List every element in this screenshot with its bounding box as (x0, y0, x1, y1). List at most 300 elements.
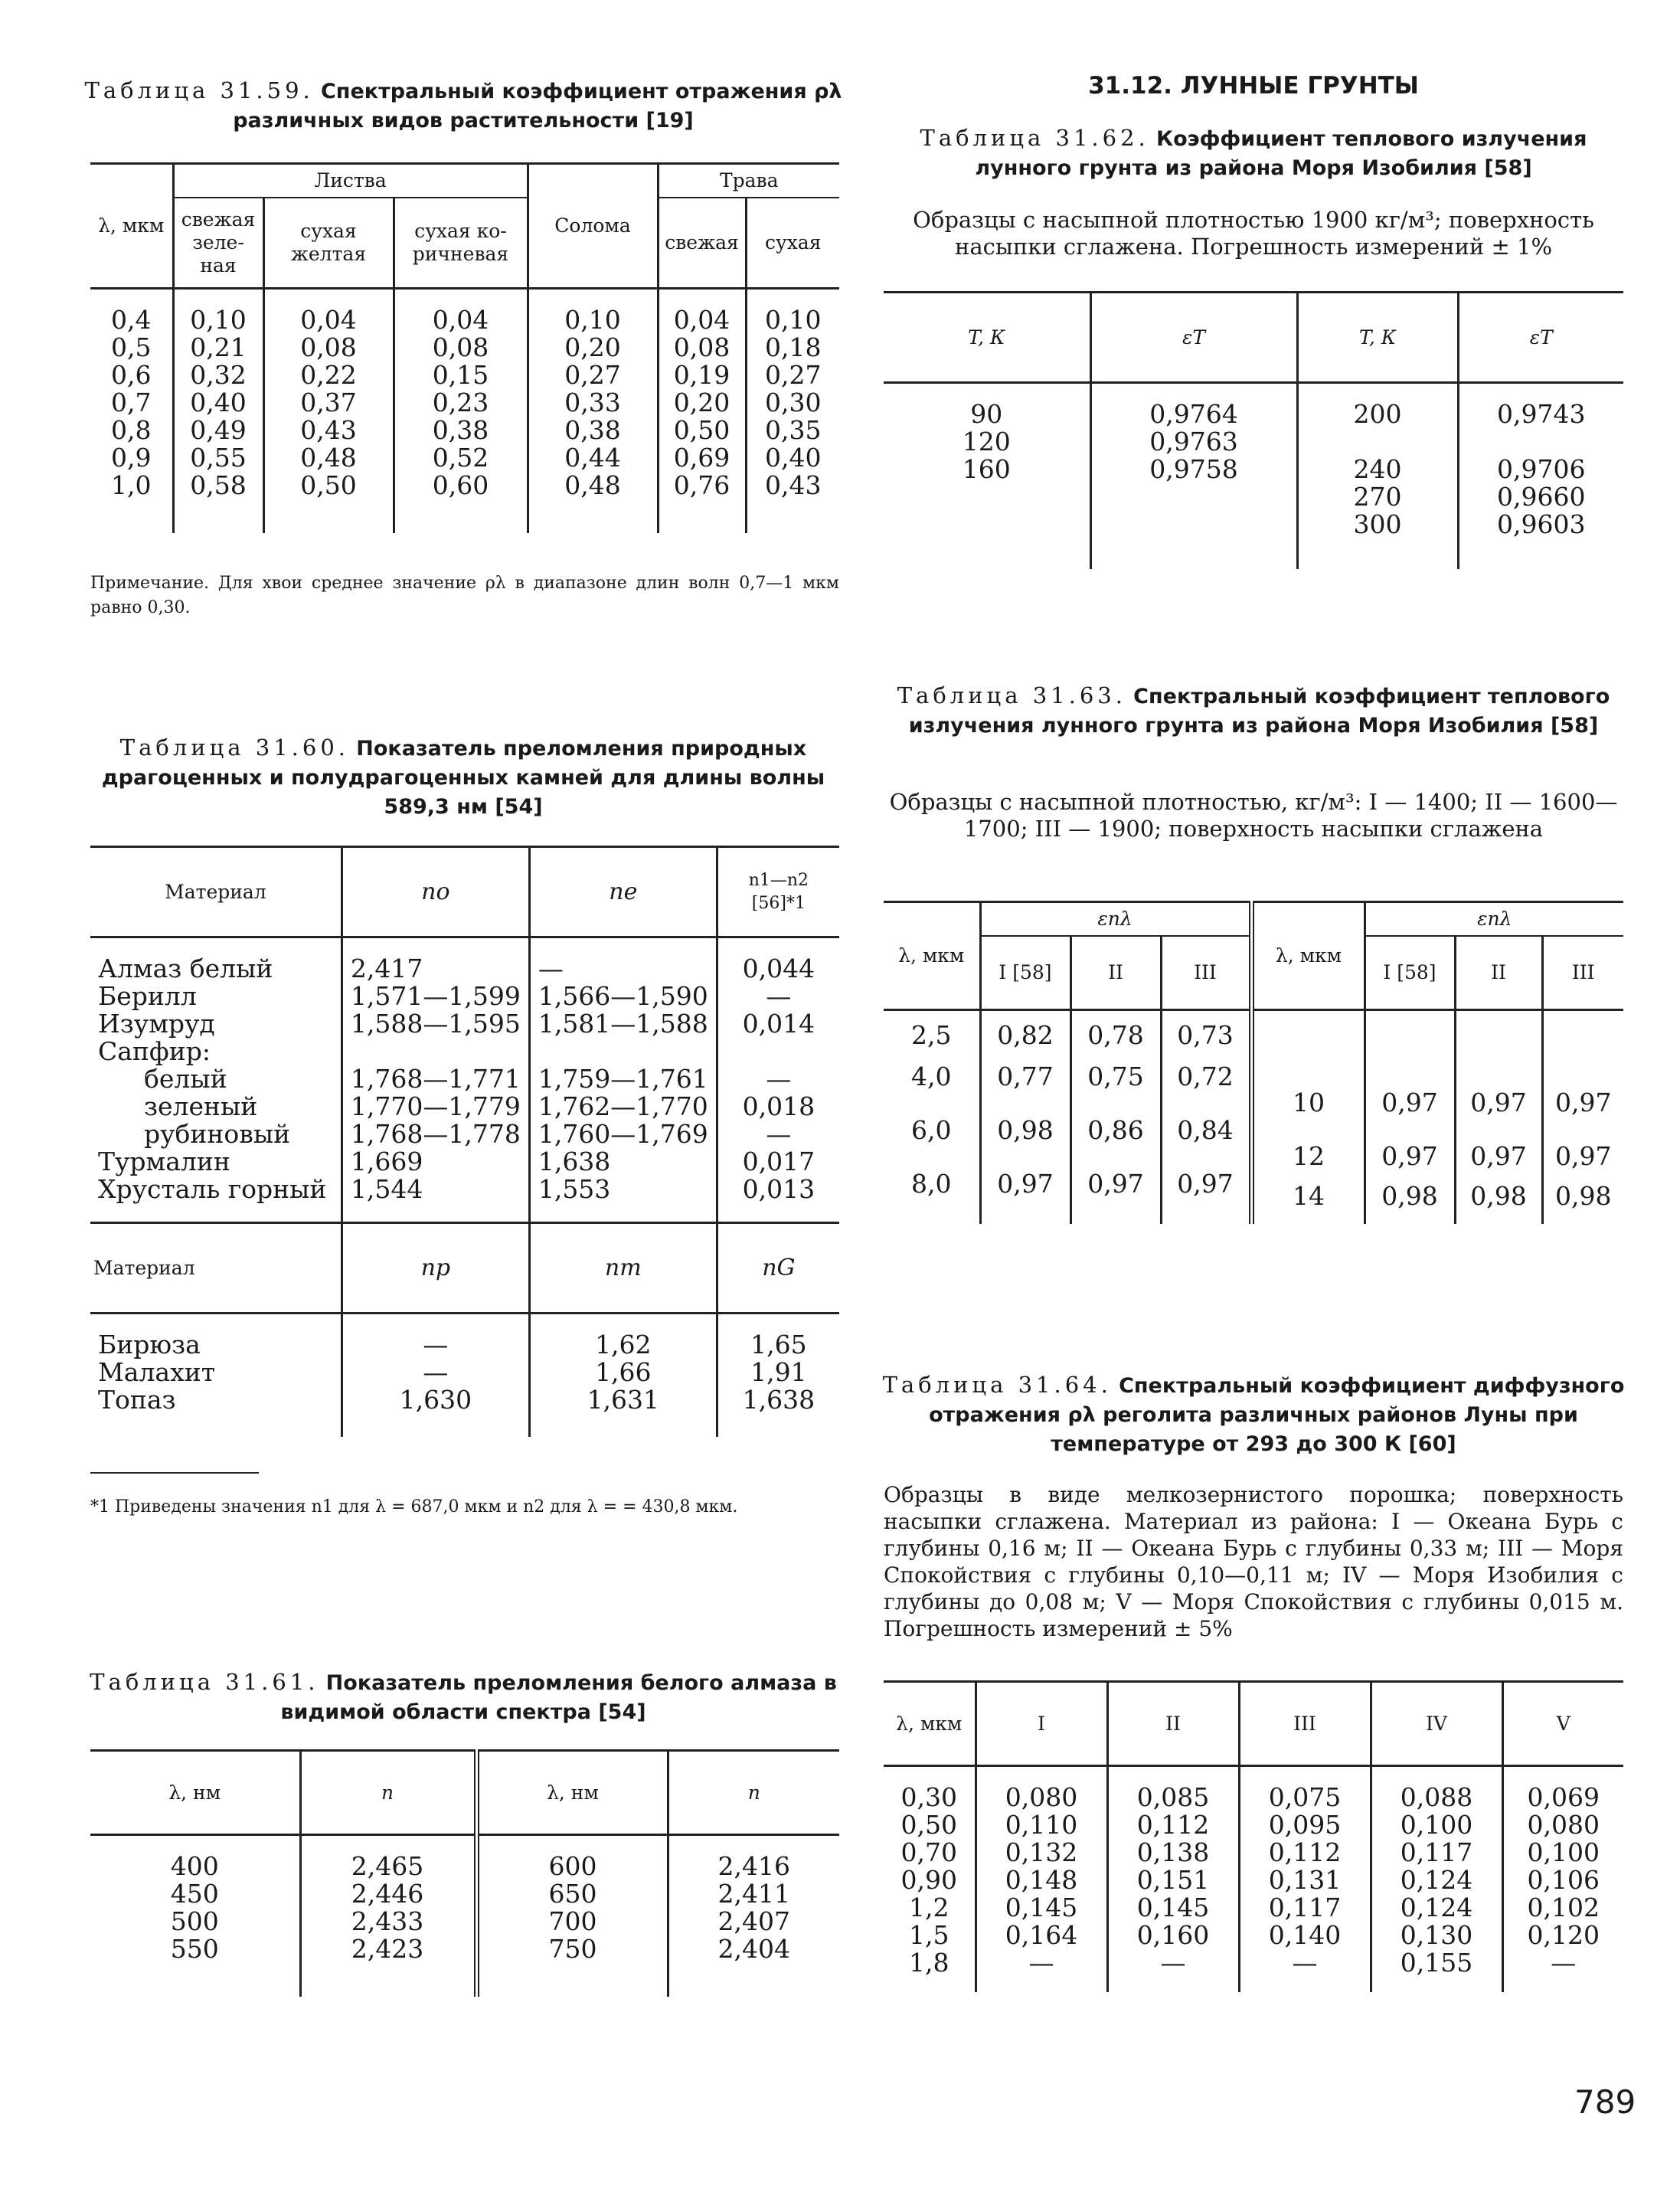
table-62-intro: Образцы с насыпной плотностью 1900 кг/м³; поверхность насыпки сглажена. Погрешность измерений ± 1% (913, 207, 1594, 260)
table-cell: 270 (1297, 483, 1458, 511)
table-cell: — (529, 937, 717, 983)
table-cell (1455, 1009, 1542, 1063)
table-row (90, 1935, 839, 1997)
table-62-caption (881, 124, 1626, 182)
table-61-title: Показатель преломления белого алмаза в видимой области спектра [54] (280, 1671, 837, 1724)
t59-head-lambda: λ, мкм (90, 164, 173, 289)
table-cell: 0,43 (263, 417, 394, 444)
table-cell: 2,417 (342, 937, 529, 983)
table-cell: 1,669 (342, 1148, 529, 1176)
table-cell: 650 (476, 1880, 668, 1908)
table-row (90, 1386, 839, 1437)
table-63 (884, 901, 1623, 1224)
table-cell: 0,20 (658, 389, 746, 417)
table-cell: 0,102 (1502, 1894, 1623, 1922)
table-cell: Хрусталь горный (98, 1174, 327, 1204)
table-cell: 0,77 (980, 1063, 1070, 1117)
table-cell: 0,35 (746, 417, 839, 444)
t59-head-straw: Солома (528, 164, 658, 289)
table-cell: 0,04 (394, 288, 528, 334)
table-cell: 240 (1297, 456, 1458, 483)
t63-head-c3: III (1161, 936, 1251, 1009)
table-60-caption (84, 734, 842, 821)
table-row (90, 288, 839, 334)
table-row (884, 1117, 1623, 1170)
table-cell: 0,018 (717, 1093, 839, 1121)
table-cell: 0,04 (263, 288, 394, 334)
table-row (884, 483, 1623, 511)
t64-head-iv: IV (1371, 1682, 1502, 1766)
table-cell: 0,98 (1542, 1170, 1623, 1224)
table-cell: 0,08 (263, 334, 394, 362)
table-cell: 0,080 (1502, 1811, 1623, 1839)
table-cell: 0,50 (658, 417, 746, 444)
table-cell: 0,132 (976, 1839, 1107, 1866)
table-cell: 1,759—1,761 (529, 1065, 717, 1093)
table-64-caption (881, 1371, 1626, 1458)
table-row (884, 1811, 1623, 1839)
table-cell: 0,117 (1239, 1894, 1371, 1922)
t60-head-np: np (342, 1223, 529, 1314)
table-cell: 0,49 (173, 417, 263, 444)
table-cell: 2,446 (300, 1880, 476, 1908)
table-cell: 2,465 (300, 1835, 476, 1881)
table-59-note: Примечание. Для хвои среднее значение ρλ в диапазоне длин волн 0,7—1 мкм равно 0,30. (90, 574, 839, 617)
table-cell: белый (144, 1064, 227, 1094)
table-cell (1458, 428, 1623, 456)
table-cell: 0,69 (658, 444, 746, 472)
table-cell: — (342, 1359, 529, 1386)
table-cell: 0,075 (1239, 1766, 1371, 1812)
table-cell: 0,18 (746, 334, 839, 362)
table-cell: 0,160 (1107, 1922, 1239, 1949)
table-cell: 0,97 (980, 1170, 1070, 1224)
table-row (884, 1949, 1623, 1992)
t59-head-grass-dry: сухая (746, 198, 839, 288)
table-cell: Малахит (98, 1357, 215, 1387)
table-cell: 300 (1297, 511, 1458, 569)
table-cell: 0,72 (1161, 1063, 1251, 1117)
t60-head-material-2: Материал (93, 1256, 195, 1279)
t59-head-grass: Трава (658, 164, 839, 198)
table-cell: 4,0 (911, 1062, 952, 1091)
table-row (90, 444, 839, 472)
table-cell: 0,100 (1371, 1811, 1502, 1839)
table-cell: 0,82 (980, 1009, 1070, 1063)
table-cell: 1,638 (717, 1386, 839, 1437)
t59-head-leaves: Листва (173, 164, 528, 198)
table-row (884, 456, 1623, 483)
table-row (90, 1835, 839, 1881)
table-cell: 0,10 (528, 288, 658, 334)
table-cell: 0,33 (528, 389, 658, 417)
table-cell: 0,23 (394, 389, 528, 417)
table-cell: 0,48 (263, 444, 394, 472)
table-cell: 0,38 (528, 417, 658, 444)
table-row (884, 1170, 1623, 1224)
t61-head-n-2: n (668, 1751, 839, 1835)
table-cell (1090, 511, 1297, 569)
table-row (884, 1839, 1623, 1866)
table-cell: 0,27 (746, 362, 839, 389)
table-cell: 0,44 (528, 444, 658, 472)
t62-head-t-1: T, К (968, 326, 1005, 348)
table-cell: 120 (962, 427, 1011, 456)
table-row (90, 937, 839, 983)
footnote-rule (90, 1472, 259, 1474)
table-cell: 0,10 (746, 288, 839, 334)
table-row (884, 383, 1623, 429)
table-cell: 0,140 (1239, 1922, 1371, 1949)
table-cell: рубиновый (144, 1119, 291, 1149)
table-cell: 0,97 (1070, 1170, 1161, 1224)
table-cell: 0,6 (111, 359, 152, 390)
table-cell: 0,017 (717, 1148, 839, 1176)
table-cell: 1,62 (529, 1314, 717, 1359)
table-62-label: Таблица 31.62. (920, 125, 1149, 151)
table-row (884, 1922, 1623, 1949)
table-cell: 600 (476, 1835, 668, 1881)
table-cell: 8,0 (911, 1169, 952, 1199)
table-cell: 0,164 (976, 1922, 1107, 1949)
table-63-title: Спектральный коэффициент теплового излучения лунного грунта из района Моря Изобилия [58] (908, 685, 1610, 738)
table-cell: 1,544 (342, 1176, 529, 1223)
table-cell: 0,20 (528, 334, 658, 362)
table-cell: Топаз (98, 1385, 176, 1415)
table-cell: 0,30 (900, 1782, 957, 1812)
table-cell: 0,78 (1070, 1009, 1161, 1063)
table-cell: 0,120 (1502, 1922, 1623, 1949)
table-cell: 0,9706 (1458, 456, 1623, 483)
table-cell: 0,15 (394, 362, 528, 389)
table-cell: 0,138 (1107, 1839, 1239, 1866)
table-cell: 0,10 (173, 288, 263, 334)
table-cell: 0,08 (658, 334, 746, 362)
t63-head-lambda-2: λ, мкм (1251, 902, 1365, 1010)
table-cell: 0,90 (900, 1865, 957, 1895)
table-row (90, 389, 839, 417)
t64-head-i: I (976, 1682, 1107, 1766)
t64-head-v: V (1502, 1682, 1623, 1766)
table-cell (1251, 1009, 1365, 1063)
t61-head-lambda-2: λ, нм (476, 1751, 668, 1835)
table-row (884, 1766, 1623, 1812)
table-cell: 14 (1251, 1170, 1365, 1224)
table-cell: 0,9 (111, 442, 152, 473)
table-cell: 1,2 (909, 1893, 949, 1922)
table-cell: — (342, 1314, 529, 1359)
table-cell: 0,22 (263, 362, 394, 389)
table-cell: 2,411 (668, 1880, 839, 1908)
table-cell: — (1239, 1949, 1371, 1992)
table-row (90, 1880, 839, 1908)
table-59-caption (84, 77, 842, 135)
table-cell (884, 511, 1090, 569)
table-cell: 1,630 (342, 1386, 529, 1437)
table-cell: 1,571—1,599 (342, 983, 529, 1010)
table-cell (1365, 1009, 1455, 1063)
table-row (90, 362, 839, 389)
table-cell: 0,9758 (1090, 456, 1297, 483)
table-cell: 0,080 (976, 1766, 1107, 1812)
table-cell: 1,638 (529, 1148, 717, 1176)
table-cell: 0,151 (1107, 1866, 1239, 1894)
table-cell: 2,5 (911, 1019, 952, 1050)
table-63-caption (881, 682, 1626, 740)
t63-head-eps-2: εnλ (1365, 902, 1623, 937)
table-cell: 1,91 (717, 1359, 839, 1386)
t59-head-dry-brown: сухая ко- ричневая (394, 198, 528, 288)
table-cell: 0,9763 (1090, 428, 1297, 456)
table-cell: 1,760—1,769 (529, 1121, 717, 1148)
table-cell: 0,38 (394, 417, 528, 444)
table-cell: 0,97 (1365, 1063, 1455, 1117)
t63-head-eps-1: εnλ (980, 902, 1251, 937)
table-cell: — (717, 1065, 839, 1093)
table-cell (342, 1038, 529, 1065)
table-cell: 1,588—1,595 (342, 1010, 529, 1038)
table-cell: 0,50 (900, 1810, 957, 1840)
t61-head-lambda-1: λ, нм (168, 1781, 221, 1804)
table-cell: 1,768—1,778 (342, 1121, 529, 1148)
table-61-caption (84, 1668, 842, 1726)
t60-head-ne: ne (529, 847, 717, 937)
t63-head-c2-b: II (1455, 936, 1542, 1009)
t64-head-ii: II (1107, 1682, 1239, 1766)
table-cell: 1,553 (529, 1176, 717, 1223)
table-60-title: Показатель преломления природных драгоценных и полудрагоценных камней для длины волны 589,3 нм [54] (101, 737, 825, 819)
table-cell: 450 (170, 1879, 219, 1909)
table-row (884, 1866, 1623, 1894)
table-cell: 6,0 (911, 1115, 952, 1145)
table-60-footnote: *1 Приведены значения n1 для λ = 687,0 мкм и n2 для λ = = 430,8 мкм. (90, 1497, 738, 1516)
table-cell: 0,98 (980, 1117, 1070, 1170)
table-row (884, 428, 1623, 456)
table-cell: 700 (476, 1908, 668, 1935)
table-cell: 0,97 (1455, 1117, 1542, 1170)
table-cell: 0,37 (263, 389, 394, 417)
table-cell: 0,155 (1371, 1949, 1502, 1992)
table-cell: 0,32 (173, 362, 263, 389)
t64-head-lambda: λ, мкм (896, 1712, 963, 1735)
page-number: 789 (1574, 2083, 1636, 2121)
table-cell: 0,97 (1455, 1063, 1542, 1117)
table-cell: 550 (170, 1934, 219, 1964)
table-cell: 0,130 (1371, 1922, 1502, 1949)
t59-head-grass-fresh: свежая (658, 198, 746, 288)
table-row (90, 334, 839, 362)
table-row (90, 1121, 839, 1148)
table-row (90, 1148, 839, 1176)
table-row (90, 1314, 839, 1359)
table-cell: 0,131 (1239, 1866, 1371, 1894)
table-cell: 0,9764 (1090, 383, 1297, 429)
table-cell: 0,40 (746, 444, 839, 472)
table-cell: 2,407 (668, 1908, 839, 1935)
table-cell: 0,145 (976, 1894, 1107, 1922)
t63-head-c1-b: I [58] (1365, 936, 1455, 1009)
table-cell: 0,085 (1107, 1766, 1239, 1812)
table-row (90, 1359, 839, 1386)
table-cell: 750 (476, 1935, 668, 1997)
table-cell: 2,404 (668, 1935, 839, 1997)
t62-head-eps-1: εT (1090, 293, 1297, 383)
table-cell: 0,21 (173, 334, 263, 362)
table-cell: 0,112 (1107, 1811, 1239, 1839)
table-cell: 0,9743 (1458, 383, 1623, 429)
table-cell: 0,97 (1365, 1117, 1455, 1170)
table-cell: Изумруд (98, 1009, 215, 1039)
table-cell: 1,581—1,588 (529, 1010, 717, 1038)
table-59-title: Спектральный коэффициент отражения ρλ различных видов растительности [19] (233, 80, 842, 133)
table-cell: 0,124 (1371, 1894, 1502, 1922)
table-cell: 0,27 (528, 362, 658, 389)
table-cell: 1,768—1,771 (342, 1065, 529, 1093)
table-cell (1542, 1009, 1623, 1063)
table-cell: 0,98 (1455, 1170, 1542, 1224)
table-64-label: Таблица 31.64. (882, 1372, 1112, 1398)
table-cell: 10 (1251, 1063, 1365, 1117)
table-cell: 0,04 (658, 288, 746, 334)
table-cell: Берилл (98, 981, 197, 1011)
table-cell: 160 (962, 454, 1011, 484)
table-64-title: Спектральный коэффициент диффузного отражения ρλ реголита различных районов Луны при температуре от 293 до 300 К [60] (929, 1374, 1625, 1456)
table-cell: 1,566—1,590 (529, 983, 717, 1010)
table-59-label: Таблица 31.59. (84, 77, 314, 103)
table-cell: 1,631 (529, 1386, 717, 1437)
t59-head-dry-yellow: сухая желтая (263, 198, 394, 288)
table-cell: 0,86 (1070, 1117, 1161, 1170)
t60-head-diff: n1—n2 [56]*1 (717, 847, 839, 937)
table-cell: 0,112 (1239, 1839, 1371, 1866)
table-cell: 500 (170, 1906, 219, 1936)
table-cell: 0,9660 (1458, 483, 1623, 511)
t60-head-nm: nm (529, 1223, 717, 1314)
table-cell: 0,97 (1161, 1170, 1251, 1224)
table-cell: 0,014 (717, 1010, 839, 1038)
t61-head-n-1: n (300, 1751, 476, 1835)
t62-head-eps-2: εT (1458, 293, 1623, 383)
table-cell: 1,65 (717, 1314, 839, 1359)
table-cell: 1,66 (529, 1359, 717, 1386)
table-row (90, 1176, 839, 1223)
table-62 (884, 291, 1623, 569)
table-cell: 1,770—1,779 (342, 1093, 529, 1121)
table-64 (884, 1680, 1623, 1992)
table-cell: 0,148 (976, 1866, 1107, 1894)
table-row (90, 417, 839, 444)
table-cell: 0,088 (1371, 1766, 1502, 1812)
table-cell: 0,069 (1502, 1766, 1623, 1812)
table-cell: 0,40 (173, 389, 263, 417)
table-cell: 2,423 (300, 1935, 476, 1997)
table-63-intro: Образцы с насыпной плотностью, кг/м³: I — 1400; II — 1600—1700; III — 1900; поверхность насыпки сглажена (889, 789, 1618, 842)
table-59 (90, 162, 839, 533)
table-cell: 0,52 (394, 444, 528, 472)
t62-head-t-2: T, К (1297, 293, 1458, 383)
t63-head-c3-b: III (1542, 936, 1623, 1009)
table-cell: 0,60 (394, 472, 528, 533)
table-cell: 0,73 (1161, 1009, 1251, 1063)
table-cell: 1,5 (909, 1920, 949, 1950)
table-61-label: Таблица 31.61. (90, 1669, 319, 1695)
table-row (884, 1063, 1623, 1117)
table-row (884, 511, 1623, 569)
table-cell: 2,433 (300, 1908, 476, 1935)
table-cell: — (1502, 1949, 1623, 1992)
table-cell: 1,762—1,770 (529, 1093, 717, 1121)
table-cell: 0,75 (1070, 1063, 1161, 1117)
table-cell: 0,106 (1502, 1866, 1623, 1894)
table-row (90, 1093, 839, 1121)
table-cell: Бирюза (98, 1330, 201, 1359)
table-row (90, 1908, 839, 1935)
table-cell: 0,124 (1371, 1866, 1502, 1894)
table-row (90, 472, 839, 533)
table-row (884, 1894, 1623, 1922)
table-row (90, 1010, 839, 1038)
table-cell: 0,7 (111, 387, 152, 417)
table-cell: 0,76 (658, 472, 746, 533)
table-cell: — (976, 1949, 1107, 1992)
table-cell: 0,110 (976, 1811, 1107, 1839)
table-cell: 0,98 (1365, 1170, 1455, 1224)
table-cell: — (1107, 1949, 1239, 1992)
table-cell: 1,8 (909, 1948, 949, 1978)
table-cell: 0,97 (1542, 1063, 1623, 1117)
table-cell (1090, 483, 1297, 511)
table-cell: 1,0 (111, 469, 152, 500)
table-cell: 0,30 (746, 389, 839, 417)
t64-head-iii: III (1239, 1682, 1371, 1766)
table-cell: 0,43 (746, 472, 839, 533)
table-cell: — (717, 1121, 839, 1148)
table-cell: Сапфир: (98, 1036, 211, 1066)
table-cell: 0,08 (394, 334, 528, 362)
table-cell: 0,8 (111, 414, 152, 445)
table-cell: 0,5 (111, 332, 152, 362)
table-cell: 0,19 (658, 362, 746, 389)
table-cell (1297, 428, 1458, 456)
table-63-label: Таблица 31.63. (897, 682, 1126, 708)
table-cell: 2,416 (668, 1835, 839, 1881)
table-62-title: Коэффициент теплового излучения лунного грунта из района Моря Изобилия [58] (975, 127, 1587, 180)
table-60-label: Таблица 31.60. (119, 734, 350, 761)
table-row (90, 1065, 839, 1093)
table-cell (717, 1038, 839, 1065)
table-cell: — (717, 983, 839, 1010)
t60-head-ng: nG (717, 1223, 839, 1314)
t63-head-c2: II (1070, 936, 1161, 1009)
table-cell: 200 (1297, 383, 1458, 429)
table-cell: 90 (970, 399, 1003, 429)
t63-head-lambda-1: λ, мкм (884, 902, 980, 1010)
table-cell: Алмаз белый (98, 954, 273, 983)
section-heading: 31.12. ЛУННЫЕ ГРУНТЫ (1088, 72, 1419, 100)
table-cell: 12 (1251, 1117, 1365, 1170)
table-cell: Турмалин (98, 1147, 230, 1176)
table-cell: 0,48 (528, 472, 658, 533)
table-row (90, 1038, 839, 1065)
t60-head-material: Материал (165, 880, 266, 903)
table-cell: 0,095 (1239, 1811, 1371, 1839)
table-cell: 0,100 (1502, 1839, 1623, 1866)
table-cell: 0,55 (173, 444, 263, 472)
table-cell: 0,97 (1542, 1117, 1623, 1170)
t60-head-no: no (342, 847, 529, 937)
table-cell: 0,013 (717, 1176, 839, 1223)
table-cell: 0,117 (1371, 1839, 1502, 1866)
